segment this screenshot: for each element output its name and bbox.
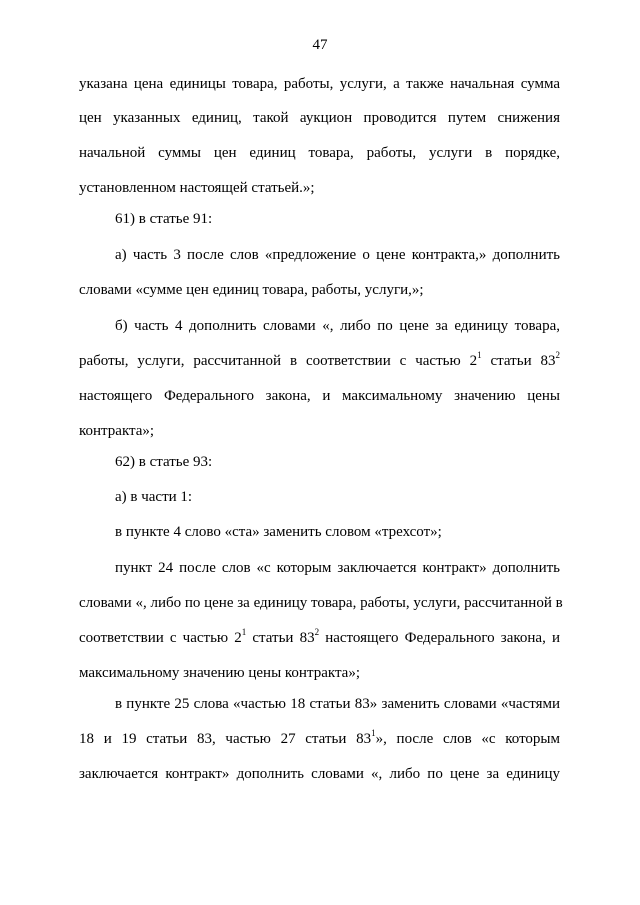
text-line: заключается контракт» дополнить словами «, либо по цене за единицу [79,766,560,782]
text-line: пункт 24 после слов «с которым заключается контракт» дополнить [115,560,560,576]
line-text: 18 и 19 статьи 83, частью 27 статьи 83 [79,731,372,747]
superscript: 1 [371,728,376,738]
text-line: настоящего Федерального закона, и максимальному значению цены [79,388,560,404]
text-line: указана цена единицы товара, работы, услуги, а также начальная сумма [79,76,560,92]
text-line: в пункте 4 слово «ста» заменить словом «трехсот»; [115,524,442,540]
paragraph-subitem-a [79,246,560,299]
text-line-with-superscripts [79,730,560,748]
line-text: статьи 83 [246,630,315,646]
text-line: а) часть 3 после слов «предложение о цене контракта,» дополнить [115,247,560,263]
line-text: работы, услуги, рассчитанной в соответствии с частью 2 [79,353,478,369]
line-text: соответствии с частью 2 [79,630,242,646]
paragraph-subitem-a-part1 [79,488,560,506]
text-line-with-superscripts [79,352,560,370]
text-line: максимальному значению цены контракта»; [79,665,361,681]
text-line: словами «сумме цен единиц товара, работы, услуги,»; [79,282,424,298]
text-line: установленном настоящей статьей.»; [79,180,315,196]
paragraph-item-61 [79,210,560,228]
paragraph-item-62 [79,453,560,471]
paragraph-continuation [79,75,560,197]
line-text: », после слов «с которым [375,731,560,747]
text-line: словами «, либо по цене за единицу товара, работы, услуги, рассчитанной в [79,595,563,611]
paragraph-point-25 [79,695,560,783]
superscript: 2 [314,627,320,637]
line-text: настоящего Федерального закона, и [319,630,560,646]
superscript: 1 [241,627,247,637]
text-line: б) часть 4 дополнить словами «, либо по цене за единицу товара, [115,318,560,334]
line-text: статьи 83 [481,353,556,369]
text-line: 62) в статье 93: [115,454,213,470]
page-number: 47 [312,37,328,53]
superscript: 1 [477,350,482,360]
text-line: цен указанных единиц, такой аукцион проводится путем снижения [79,110,560,126]
text-line: 61) в статье 91: [115,211,213,227]
text-line: а) в части 1: [115,489,193,505]
text-line: контракта»; [79,423,155,439]
text-line: в пункте 25 слова «частью 18 статьи 83» заменить словами «частями [115,696,560,712]
text-line-with-superscripts [79,629,560,647]
text-line: начальной суммы цен единиц товара, работы, услуги в порядке, [79,145,560,161]
superscript: 2 [555,350,560,360]
paragraph-point-24 [79,559,563,682]
paragraph-point-4 [79,523,560,541]
paragraph-subitem-b [79,317,560,440]
